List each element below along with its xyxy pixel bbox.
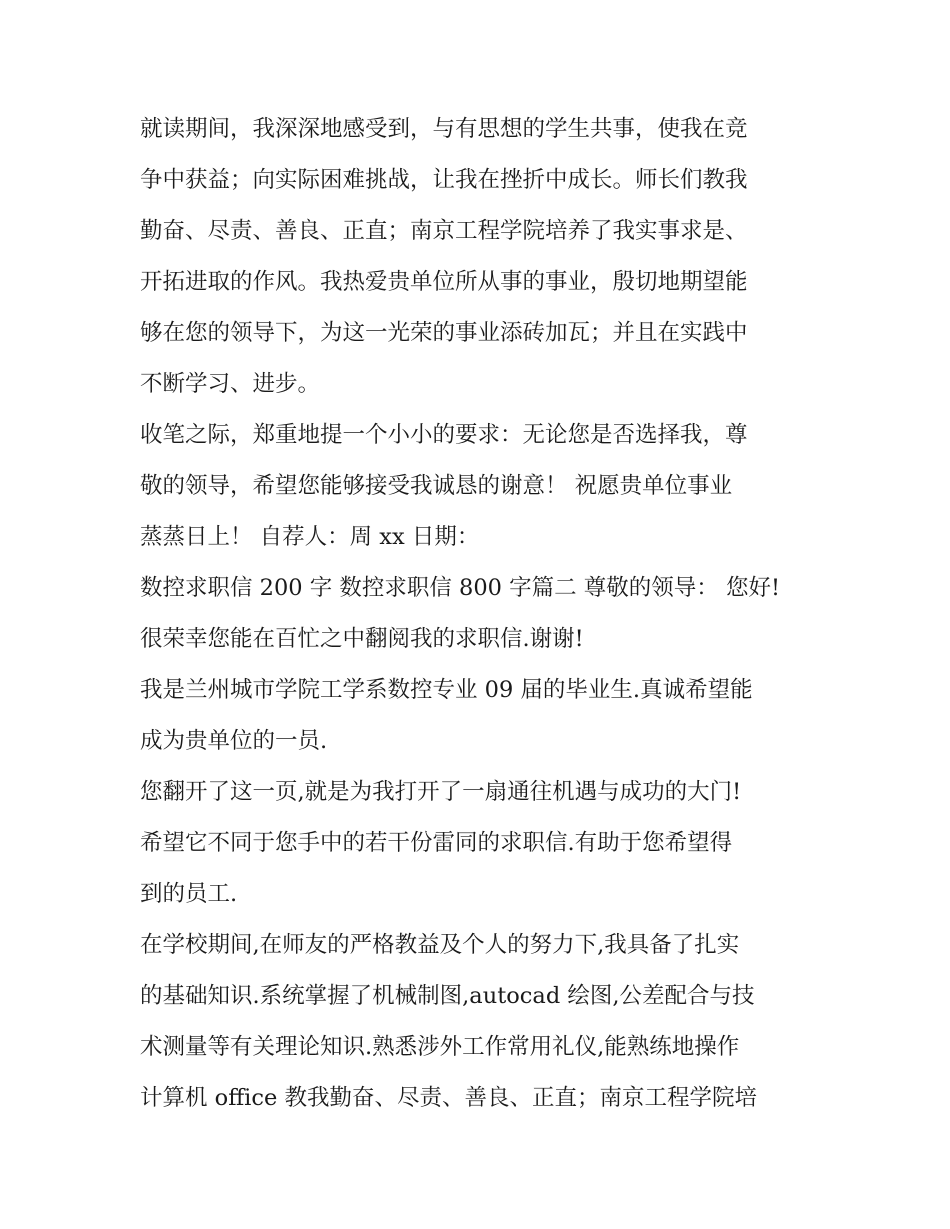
text-line: 开拓进取的作风。我热爱贵单位所从事的事业，殷切地期望能 <box>140 269 748 295</box>
text-line: 勤奋、尽责、善良、正直；南京工程学院培养了我实事求是、 <box>140 218 748 244</box>
text-line: 蒸蒸日上！ 自荐人：周 xx 日期： <box>140 524 480 550</box>
text-line: 术测量等有关理论知识.熟悉涉外工作常用礼仪,能熟练地操作 <box>140 1034 740 1060</box>
text-line: 够在您的领导下，为这一光荣的事业添砖加瓦；并且在实践中 <box>140 320 748 346</box>
text-line: 收笔之际，郑重地提一个小小的要求：无论您是否选择我，尊 <box>140 422 748 448</box>
text-line: 很荣幸您能在百忙之中翻阅我的求职信.谢谢! <box>140 626 584 652</box>
text-line: 的基础知识.系统掌握了机械制图,autocad 绘图,公差配合与技 <box>140 983 755 1009</box>
text-line: 希望它不同于您手中的若干份雷同的求职信.有助于您希望得 <box>140 830 733 856</box>
text-line: 成为贵单位的一员. <box>140 728 328 754</box>
text-line: 敬的领导，希望您能够接受我诚恳的谢意！ 祝愿贵单位事业 <box>140 473 733 499</box>
text-line: 到的员工. <box>140 881 238 907</box>
text-line: 不断学习、进步。 <box>140 371 321 397</box>
text-line: 计算机 office 教我勤奋、尽责、善良、正直；南京工程学院培 <box>140 1085 757 1111</box>
text-line: 在学校期间,在师友的严格教益及个人的努力下,我具备了扎实 <box>140 932 740 958</box>
text-line: 数控求职信 200 字 数控求职信 800 字篇二 尊敬的领导： 您好! <box>140 575 780 601</box>
text-line: 您翻开了这一页,就是为我打开了一扇通往机遇与成功的大门! <box>140 779 742 805</box>
document-body <box>140 104 815 1124</box>
text-line: 争中获益；向实际困难挑战，让我在挫折中成长。师长们教我 <box>140 167 748 193</box>
text-line: 我是兰州城市学院工学系数控专业 09 届的毕业生.真诚希望能 <box>140 677 753 703</box>
text-line: 就读期间，我深深地感受到，与有思想的学生共事，使我在竞 <box>140 116 748 142</box>
